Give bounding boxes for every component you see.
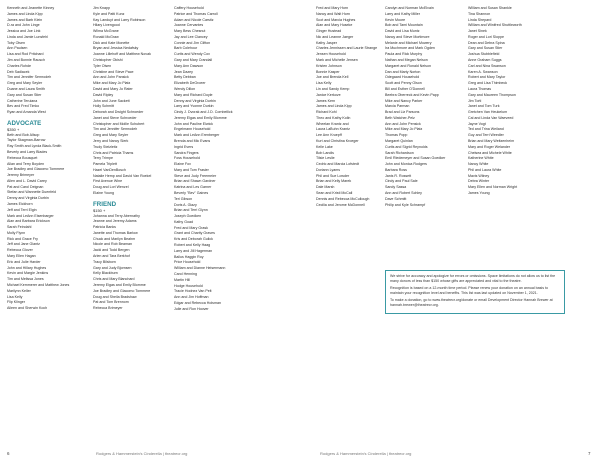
donor-name: Jerry and Nancy Slerk <box>93 138 129 143</box>
donor-name: Lee Ann Kruepff <box>316 133 342 138</box>
donor-name: Pamela Triplett <box>93 162 117 167</box>
donor-name: John and June Sackett <box>93 98 130 103</box>
donor-name: Ann Paulsen <box>7 46 28 51</box>
donor-name: Elizabeth DeGroeer <box>174 81 206 86</box>
donor-name: Phil and Sue Lowder <box>316 173 350 178</box>
donor-name: Grant and Charity Graves <box>174 231 215 236</box>
donor-name: Arlen and Tara Berkhof <box>93 254 130 259</box>
donor-name: Hilary Livengood <box>93 23 120 28</box>
donor-name: Laura Thomas <box>468 86 492 91</box>
donor-name: Fred and Mary Horn <box>316 6 349 10</box>
donor-name: Jeremy Elgas and Emily Blomme <box>174 115 227 120</box>
donor-name: Philip and Kyle Schrampf <box>385 202 426 207</box>
donor-name: Holly Schmitt <box>93 104 114 109</box>
donor-name: Cindy and Paul Sale <box>385 179 418 184</box>
donor-name: Dan and Marty Norton <box>385 69 421 74</box>
donor-name: Ronald McGraw <box>93 34 119 39</box>
donor-name: Cedric and Marcia Lofstedt <box>316 162 359 167</box>
donor-name: Mike and Mary Jo Platz <box>93 81 131 86</box>
donor-name: Jim Torti <box>468 98 482 103</box>
donor-name: Mary and Richard Doyle <box>174 92 213 97</box>
donor-name: Nancy White <box>468 162 489 167</box>
donor-name: James and Linda Kipp <box>316 104 352 109</box>
donor-name: Kathy Goad <box>174 219 193 224</box>
donor-name: Jim Knapp <box>93 6 110 10</box>
donor-name: Beverly "Bev" Gaines <box>174 191 209 195</box>
donor-name: Foss Household <box>174 156 200 161</box>
donor-name: Doug and Sheila Bradshaw <box>93 294 137 299</box>
donor-name: Gary and Mary Crandall <box>174 58 213 63</box>
donor-name: William and Susan Shankle <box>468 6 512 10</box>
donor-name: Anne Graham Suggs <box>468 58 502 63</box>
donor-name: Katrina and Les Garner <box>174 185 212 190</box>
donor-name: Stefan and Wannette Duenfeld <box>7 190 57 195</box>
donor-name: Greg and Mary Seyler <box>7 81 43 86</box>
donor-name: Connie and Jim Clifton <box>174 40 211 45</box>
donor-name: Curtis and Wendy Cox <box>174 52 210 57</box>
donor-name: Elaine Fox <box>174 162 191 167</box>
donor-name: Eric and Julie Harder <box>7 259 41 264</box>
donor-name: Ryan and Amanda West <box>7 110 46 115</box>
donor-name: Charles Rohde <box>7 63 31 68</box>
donor-name: Tracy Bilsborn <box>93 259 116 264</box>
donor-name: Christopher Okishi <box>93 58 123 63</box>
donor-name: Joe Bradley and Giacomo Tommere <box>93 288 151 293</box>
donor-name: Taylor Skagman-Barrow <box>7 138 46 143</box>
donor-name: Jeremy Elgas and Emily Blomme <box>93 282 146 287</box>
donor-name: Rebecca Glover <box>7 248 33 253</box>
notice-donate: To make a donation, go to www.theatrecr.org/donate or email Development Director Hannah Brewer at hannah.brewer@theatrecr.org. <box>390 298 553 307</box>
donor-name: Julie and Ron Hoover <box>174 306 209 311</box>
donor-name: Ray Smith and Lynda Black-Smith <box>7 144 62 149</box>
footer-right: Rodgers & Hammerstein's Cinderella | theatrecr.org <box>320 451 412 456</box>
donor-name: Jim and Bonnie Rausch <box>7 58 45 63</box>
donor-name: Sandy Sassa <box>385 185 407 190</box>
donor-name: Nathan and Megan Nelson <box>385 58 428 63</box>
donor-name: Duane and Laura Smith <box>7 86 45 91</box>
donor-name: Bailus Haggin Roy <box>174 254 204 259</box>
donor-name: Greg and Lisa Thimbeck <box>468 81 508 86</box>
donor-name: Steve and Judy Freemeier <box>174 173 217 178</box>
donor-name: James and Linda Kipp <box>7 11 43 16</box>
donor-name: Janet and Steve Schroeder <box>93 115 137 120</box>
donor-name: Wendy Dillon <box>174 86 196 91</box>
donor-name: Ginger Hustead <box>316 29 342 34</box>
donor-name: David and Mary Jo Rater <box>93 86 133 91</box>
donor-name: Joshua Stubblefield <box>468 52 500 57</box>
donor-column-5 <box>385 6 459 208</box>
donor-name: Mary and Roger Welander <box>468 144 511 149</box>
donor-name: Toby Olsen <box>7 40 25 45</box>
notice-recognition: Recognition is based on a 12-month time period. Please renew your donation on an annual basis to maintain your recognition level and benefits. This list was last updated on November 1, 2021. <box>390 286 549 295</box>
donor-name: Elaine Young <box>93 191 114 195</box>
donor-name: Jeremy Brimeyer <box>7 173 35 178</box>
donor-name: Ann and Jim Hoffman <box>174 295 209 300</box>
donor-name: Jeff and Jane Glantz <box>7 242 40 247</box>
donor-name: Bonnie Kasper <box>316 69 340 74</box>
donor-name: Brenda and Mic Evans <box>174 138 211 143</box>
donor-name: Patricia Banks <box>93 225 116 230</box>
donor-name: Sandra Fingers <box>174 150 199 155</box>
donor-name: Price Household <box>174 260 201 265</box>
donor-name: Larry and Yvonne Durkin <box>174 104 214 109</box>
donor-name: Nic and Leanne Jaeger <box>316 34 354 39</box>
donor-name: Karen A. Swanson <box>468 69 498 74</box>
donor-name: Sarah Feindahl <box>7 225 32 230</box>
donor-name: Jensen Household <box>316 52 346 57</box>
donor-name: Christine and Steve Pace <box>93 69 134 74</box>
donor-name: Odegaard Household <box>385 75 420 80</box>
donor-name: Gary and Judy Bjornsen <box>93 265 132 270</box>
donor-name: Scott and Penny Olson <box>385 81 422 86</box>
donor-name: Pat and Tom Brennom <box>93 300 129 305</box>
donor-name: Janet Sinek <box>468 29 487 34</box>
donor-name: Guy and Terri Weedler <box>468 133 504 138</box>
donor-name: Jean Dazey <box>174 69 193 74</box>
donor-name: Debra Winter <box>468 179 490 184</box>
donor-name: Denny and Virginia Durbin <box>174 98 216 103</box>
donor-name: Mary Ellen and Norman Wright <box>468 185 518 190</box>
donor-name: Michael Kemmerer and Matthew Jones <box>7 282 70 287</box>
donor-name: Beverly and Larry Blades <box>7 149 48 154</box>
donor-name: Teri Gibson <box>174 196 193 201</box>
donor-name: Joanne Lillehoff and Matthew Novak <box>93 52 151 57</box>
donor-name: Bev and Fred Timko <box>7 104 40 109</box>
donor-name: Janis R. Rossett <box>385 173 412 178</box>
donor-name: Greg and Mary Seyler <box>93 133 129 138</box>
donor-name: Allan and Terry Boyden <box>7 161 45 166</box>
donor-name: Jayne Vogt <box>468 121 486 126</box>
donor-name: Chuck and Marilyn Beahm <box>93 236 136 241</box>
donor-name: Kathy Jasper <box>316 40 337 45</box>
donor-name: Christopher and Mollie Schubert <box>93 121 145 126</box>
donor-name: Lin and Sandy Kemp <box>316 86 350 91</box>
donor-name: Jacki and Todd Bergen <box>93 248 130 253</box>
donor-name: Nancy and Steve Mortimore <box>385 34 430 39</box>
donor-name: Mary Bess Chesnut <box>174 29 206 34</box>
advocate-heading: ADVOCATE <box>7 119 42 127</box>
donor-name: Deborah and Dwight Schroeder <box>93 110 144 115</box>
donor-name: Jeff and Terri Elgin <box>7 207 37 212</box>
donor-name: Ann and John Pansick <box>93 75 129 80</box>
donor-name: Tina Shannon <box>468 11 491 16</box>
donor-name: Brian and Terri Glynn <box>174 208 208 213</box>
donor-name: Catherine Teruiana <box>7 98 38 103</box>
donor-name: Gretchen Van Heukelum <box>468 110 508 115</box>
donor-name: Edgar and Rebecca Holsman <box>174 300 221 305</box>
donor-name: Brad and Liz Parsons <box>385 110 420 115</box>
donor-name: Janette and Thomas Barlow <box>93 230 138 235</box>
donor-name: Barb Colehour <box>174 46 198 51</box>
donor-name: Dick and Kate Monette <box>93 40 130 45</box>
donor-name: Dean and Debra Spina <box>468 40 505 45</box>
page-number-left: 6 <box>7 451 10 456</box>
donor-name: Fred and Mary Grask <box>174 225 208 230</box>
donor-name: Pat and Carol Deignan <box>7 184 44 189</box>
donor-name: James Eickhorn <box>7 202 33 207</box>
donor-name: Roger and Lori Sloppe <box>468 34 504 39</box>
donor-name: Doris A. Glazy <box>174 202 197 207</box>
donor-name: Engelmann Household <box>174 127 211 132</box>
donor-name: Kurt and Christina Kroeger <box>316 138 359 143</box>
donor-name: Nancy and Walt Horn <box>316 11 351 16</box>
donor-name: Gary and Maureen Thompson <box>468 92 516 97</box>
donor-name: Ann and John Pensick <box>385 121 421 126</box>
donor-name: Larry and Jill Hagerman <box>174 248 213 253</box>
donor-name: Mavis Wilney <box>468 173 490 178</box>
donor-name: Margaret Quinlan <box>385 138 413 143</box>
donor-name: Lisa Kelly <box>7 294 23 299</box>
donor-name: Brian and Shawn Gardner <box>174 179 216 184</box>
donor-name: Linda and Jamie Lunsfehl <box>7 34 48 39</box>
donor-name: Kelly Blackburn <box>93 271 118 276</box>
donor-name: Jay and Lee Clancey <box>174 34 208 39</box>
donor-name: Chelsea and Michele White <box>468 150 512 155</box>
advocate-amount: $350 + <box>7 126 20 132</box>
footer-left: Rodgers & Hammerstein's Cinderella | theatrecr.org <box>96 451 188 456</box>
donor-name: Ingrid Evers <box>174 144 194 149</box>
donor-name: James and Barb Klein <box>7 17 43 22</box>
donor-name: Kay Landuyt and Larry Robinson <box>93 17 146 22</box>
donor-name: Bob Landis <box>316 150 334 155</box>
donor-list-5 <box>385 6 459 208</box>
donor-name: Kris and Deborah Gulick <box>174 237 213 242</box>
donor-name: Paula and Rick Murphy <box>385 52 423 57</box>
donor-name: Gary and Susan Stier <box>7 92 42 97</box>
donor-name: Robert and Kelly Haag <box>174 243 211 248</box>
donor-name: Denny and Virginia Durbin <box>7 196 49 201</box>
donor-name: Chris and Patricia Thams <box>93 150 134 155</box>
donor-name: Beth and Bob Allsop <box>7 132 40 137</box>
donor-name: Marilynn Keller <box>7 288 31 293</box>
donor-name: Robert and Mary Taylor <box>468 75 506 80</box>
donor-name: Joanne Cervantes <box>174 23 204 28</box>
donor-name: Bill and Esther O'Donnell <box>385 86 425 91</box>
donor-name: Cal and Linda Van Waeveed <box>468 115 514 120</box>
donor-name: Bryan and Jessica Nedafsky <box>93 46 139 51</box>
donor-column-3 <box>174 6 248 312</box>
donor-name: Deb Sadlacek <box>7 69 30 74</box>
donor-name: Rick and Grace Fry <box>7 236 38 241</box>
donor-name: David Ripley <box>93 92 114 97</box>
donor-name: Tracie Hodnez Van Pelt <box>174 289 212 294</box>
donor-name: John and Hillary Hughes <box>7 265 47 270</box>
donor-name: Aileen and Sherwin Koch <box>7 306 48 311</box>
donor-name: Brian and Mary Weitzenheim <box>468 138 515 143</box>
notice-accuracy: We strive for accuracy and apologize for errors or omissions. Space limitations do not allow us to list the many donors of less than $150 whose gifts are appreciated and vital to the theatre. <box>390 274 556 283</box>
donor-name: Molly Flynn <box>7 230 26 235</box>
donor-name: Beebra Oberreck and Kevin Papp <box>385 92 439 97</box>
donor-name: Theo and Kathy Kolln <box>316 115 351 120</box>
donor-name: Phil and Laura White <box>468 167 502 172</box>
donor-name: Hodge Household <box>174 283 203 288</box>
donor-name: Emil Riedemeyer and Susan Goedker <box>385 156 446 161</box>
donor-name: Alan and Barbara Erickson <box>7 219 50 224</box>
donor-list-3 <box>174 6 248 312</box>
donor-name: Margaret and Ronald Nelson <box>385 63 431 68</box>
donor-name: Kevin Moore <box>385 17 406 22</box>
donor-name: Dennis and Rebecca McCullough <box>316 196 370 201</box>
donor-name: Mary and Tom Frasier <box>174 167 209 172</box>
donor-name: Kyle and Patti Kunz <box>93 11 125 16</box>
donor-name: Doug and Lori Wenzel <box>93 185 129 190</box>
donor-name: Melanie and Michael Mowery <box>385 40 432 45</box>
donor-name: Mark and LeAnn Erenberger <box>174 133 220 138</box>
donor-name: Sarah Richardson <box>385 150 414 155</box>
donor-column-1 <box>7 6 81 312</box>
donor-column-4 <box>316 6 390 208</box>
donor-name: Betty Debban <box>174 75 196 80</box>
donor-name: Linda Shepard <box>468 17 492 22</box>
donor-name: Carl and Nina Swanson <box>468 63 506 68</box>
page-number-right: 7 <box>588 451 591 456</box>
donor-name: Kevin and Margie Jenkins <box>7 271 49 276</box>
donor-name: Kenneth and Jeanette Kinney <box>7 6 55 10</box>
donor-name: William and Dianne Heisermann <box>174 266 226 271</box>
donor-name: Charles Jennissen and Laurie Strange <box>316 46 378 51</box>
donor-name: Kelle Lake <box>316 144 333 149</box>
donor-name: First Avenue Wine <box>93 179 123 184</box>
donor-name: Martin Hill <box>174 277 190 282</box>
donor-name: Richard Kohl <box>316 110 337 115</box>
donor-name: Lisa Kelly <box>316 81 332 86</box>
donor-list-4 <box>316 6 390 208</box>
donor-name: Ira Muchmore and Mark Ogden <box>385 46 435 51</box>
donor-name: Johanna and Terry Abernathy <box>93 213 140 218</box>
donor-name: Rebecca Bousquet <box>7 155 38 160</box>
donor-name: Carolyn and Norman McElvain <box>385 6 434 10</box>
donor-name: Nicole and Rob Beaman <box>93 242 132 247</box>
donor-name: Kristen Johnson <box>316 63 342 68</box>
donor-name: Scot and Marcia Hughes <box>316 17 356 22</box>
donor-column-6 <box>468 6 542 197</box>
donor-name: Katherine White <box>468 156 494 161</box>
donor-name: Lisa and Rod Pritchard <box>7 52 44 57</box>
donor-name: Marcia Parman <box>385 104 410 109</box>
donor-name: Alan and Mary Huseke <box>316 23 353 28</box>
donor-name: Curtis and Sigrid Reynolds <box>385 144 428 149</box>
donor-name: Mark and Michelle Jensen <box>316 58 358 63</box>
donor-name: Mike and Nancy Parker <box>385 98 423 103</box>
donor-list-2a <box>93 6 167 197</box>
donor-name: Beth Watcher-Pelz <box>385 115 415 120</box>
donor-name: Patrice and Thomas Carroll <box>174 11 218 16</box>
donor-name: Joseph Goedken <box>174 214 202 219</box>
donor-name: Tim and Jennifer Semrodeh <box>7 75 52 80</box>
donor-name: Laura LaBuhn Krantz <box>316 127 350 132</box>
donor-name: Joe Bradley and Giacomo Tommere <box>7 167 65 172</box>
donor-name: Janice Kerkove <box>316 92 341 97</box>
donor-name: Allen and L. David Carey <box>7 178 47 183</box>
donor-name: Barbara Ross <box>385 167 407 172</box>
donor-name: Tyler Olsen <box>93 63 112 68</box>
donor-list-1a <box>7 6 81 116</box>
donor-name: Tim and Jennifer Semrodeh <box>93 127 138 132</box>
donor-name: Chris and Mary Blanchard <box>93 277 135 282</box>
donor-name: Terry Trimpe <box>93 156 113 161</box>
donor-name: Flip Klinger <box>7 300 25 305</box>
friend-amount: $150 + <box>93 207 106 213</box>
donor-name: Hazel VanDenBosch <box>93 167 126 172</box>
donor-name: Dave Schmitt <box>385 196 407 201</box>
donor-name: Mark and LeAnn Eisenbarger <box>7 213 54 218</box>
donor-name: Wheelan Krantz and <box>316 121 349 126</box>
donor-name: William and Winifred Shuttleworth <box>468 23 522 28</box>
donor-name: Sean and Kristi McCall <box>316 191 353 195</box>
donor-notice-box <box>385 270 565 314</box>
donor-name: Larry and Kathy Miller <box>385 11 420 16</box>
donor-name: Jessica and Joe Link <box>7 29 41 34</box>
donor-name: Jeanne and Jeremy Adams <box>93 219 137 224</box>
donor-name: Mary Ellen Hagan <box>7 254 36 259</box>
donor-name: Carol Henning <box>174 271 197 276</box>
donor-name: James Kern <box>316 98 336 103</box>
donor-name: John and Pauline Elwick <box>174 121 213 126</box>
donor-name: Bob and Tami Mountain <box>385 23 423 28</box>
donor-column-2 <box>93 6 167 312</box>
donor-list-2b <box>93 214 167 312</box>
donor-name: Mike and Mary Jo Platz <box>385 127 423 132</box>
donor-name: Tim and Melissa Jones <box>7 277 44 282</box>
friend-heading: FRIEND <box>93 200 117 208</box>
donor-list-6 <box>468 6 542 197</box>
donor-name: Trudy Stelzleitz <box>93 144 118 149</box>
donor-name: Dale Marsh <box>316 185 335 190</box>
donor-name: Thomas Popp <box>385 133 408 138</box>
donor-name: Caffery Household <box>174 6 204 10</box>
donor-name: Wilma McGrane <box>93 29 119 34</box>
donor-name: James Young <box>468 191 490 195</box>
donor-name: Cindy J. Dvorak and J.D. Cornbellick <box>174 110 233 115</box>
donor-name: Doriann Lyams <box>316 167 341 172</box>
donor-name: Adam and Nicole Carstiz <box>174 17 214 22</box>
donor-name: Natalie Hemp and David Van Roekel <box>93 173 152 178</box>
donor-name: Rebecca Brimeyer <box>93 306 123 311</box>
donor-list-1b <box>7 133 81 312</box>
donor-name: Ann and Robert Schley <box>385 191 422 195</box>
donor-name: Joe and Brenda Kell <box>316 75 349 80</box>
donor-name: Tilsie Leslie <box>316 156 335 161</box>
donor-name: David and Lisa Muntz <box>385 29 420 34</box>
donor-name: John and Monica Rodgers <box>385 162 427 167</box>
donor-name: Janet and Tom Turk <box>468 104 500 109</box>
donor-name: Mary Ann Dawson <box>174 63 204 68</box>
donor-name: Brian and Kelly Marek <box>316 179 352 184</box>
donor-name: D-ra and John Linge <box>7 23 40 28</box>
donor-name: Gary and Susan Stier <box>468 46 503 51</box>
donor-name: Cecilia and Jerome McDonnell <box>316 202 365 207</box>
donor-name: Ted and Trina Weiland <box>468 127 504 132</box>
